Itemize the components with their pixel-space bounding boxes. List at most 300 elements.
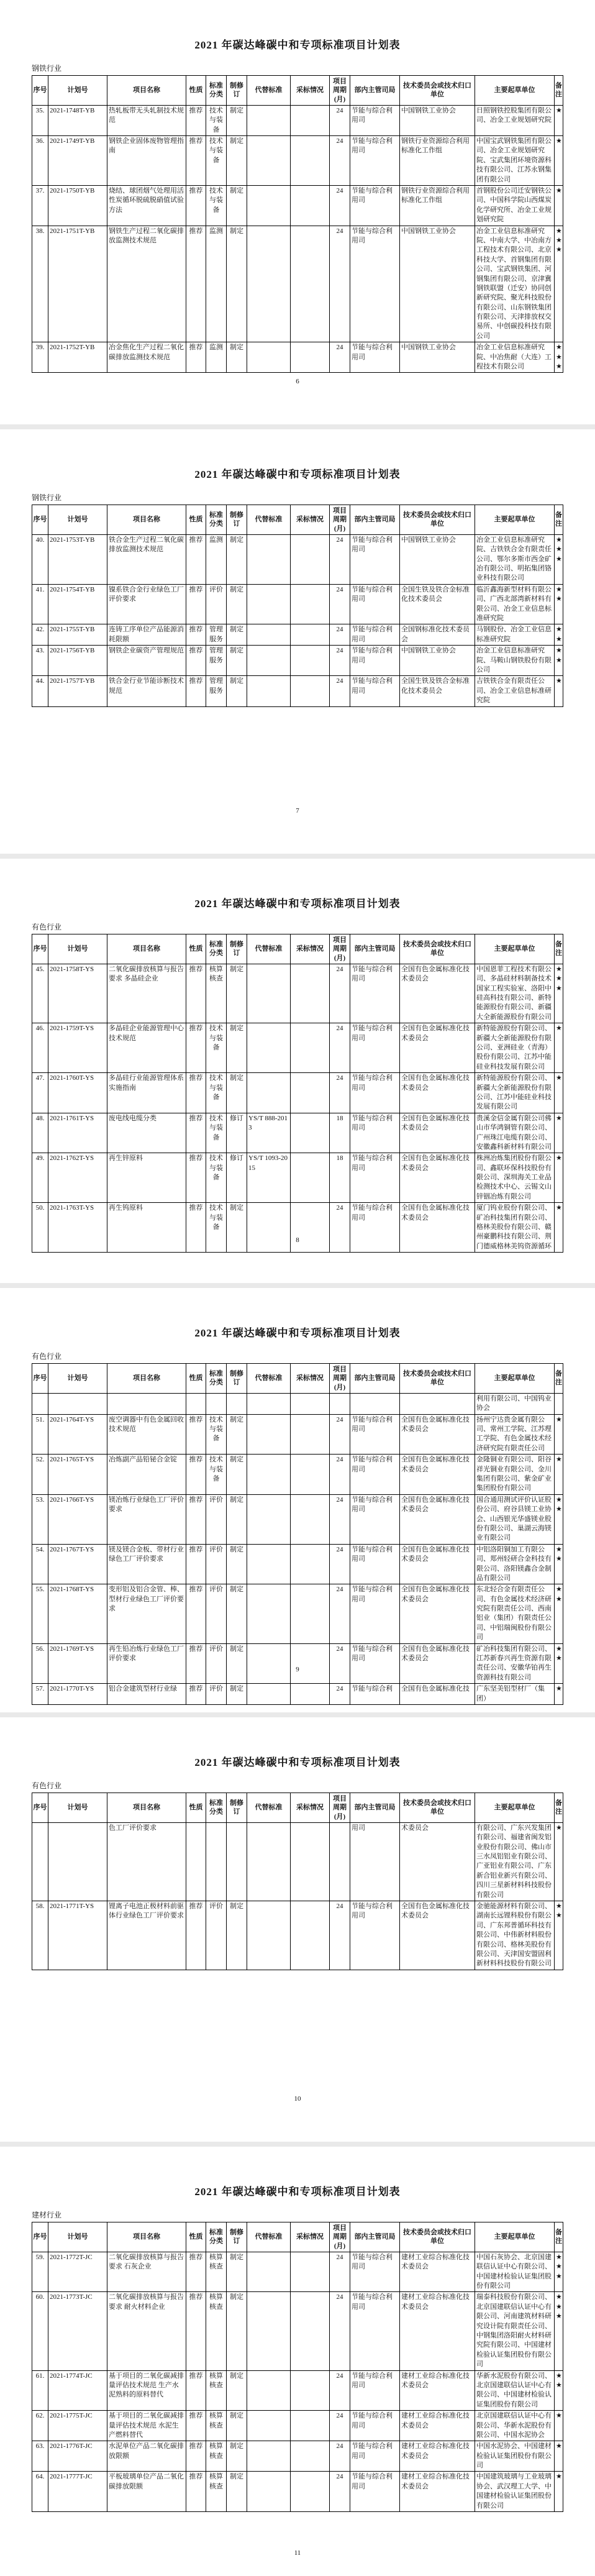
cell-remark: ★★ (555, 624, 563, 646)
cell-nature: 推荐 (186, 1494, 206, 1544)
cell-plan: 2021-1762T-YS (48, 1153, 107, 1203)
cell-committee: 全国有色金属标准化技术委员会 (400, 964, 475, 1023)
cell-cycle: 24 (330, 1203, 350, 1253)
cell-cycle: 24 (330, 1494, 350, 1544)
cell-drafters: 国合通用测试评价认证股份公司、府谷县镁工业协会、山西银光华盛镁业股份有限公司、巢湖云海镁业有限公司 (475, 1494, 555, 1544)
cell-plan: 2021-1765T-YS (48, 1455, 107, 1495)
column-header: 制修订 (227, 76, 247, 106)
cell-plan: 2021-1754T-YB (48, 584, 107, 624)
cell-plan: 2021-1758T-YS (48, 964, 107, 1023)
cell-plan: 2021-1759T-YS (48, 1023, 107, 1073)
document-page (0, 1717, 595, 2142)
cell-name: 镁冶炼行业绿色工厂评价要求 (107, 1494, 186, 1544)
cell-replace (247, 1544, 291, 1584)
cell-cls: 评价 (206, 1643, 227, 1684)
cell-nature: 推荐 (186, 1684, 206, 1705)
cell-adopt (291, 186, 330, 226)
cell-no: 61. (32, 2370, 48, 2411)
table-row (32, 1073, 563, 1113)
cell-name: 冶炼副产品铅铋合金锭 (107, 1455, 186, 1495)
cell-drafters: 中国水泥协会、中国建材检验认证集团股份有限公司 (475, 2441, 555, 2472)
table-row (32, 105, 563, 135)
cell-plan: 2021-1755T-YB (48, 624, 107, 646)
cell-cls (206, 1393, 227, 1414)
cell-dept: 节能与综合利用司 (350, 676, 400, 706)
cell-cls: 技术与装备 (206, 136, 227, 186)
cell-committee: 全国有色金属标准化技术委员会 (400, 1153, 475, 1203)
cell-replace (247, 1684, 291, 1705)
cell-name: 铝合金建筑型材行业绿 (107, 1684, 186, 1705)
table-row (32, 2292, 563, 2370)
table-row (32, 624, 563, 646)
cell-name: 再生铅冶炼行业绿色工厂评价要求 (107, 1643, 186, 1684)
cell-type: 制定 (227, 342, 247, 373)
cell-plan: 2021-1773T-JC (48, 2292, 107, 2370)
cell-name: 热轧板带无头轧制技术规范 (107, 105, 186, 135)
industry-category-label: 建材行业 (32, 2211, 62, 2219)
page-title: 2021 年碳达峰碳中和专项标准项目计划表 (194, 1327, 401, 1339)
cell-cls: 技术与装备 (206, 105, 227, 135)
cell-remark: ★★★ (555, 2292, 563, 2370)
cell-remark: ★ (555, 1203, 563, 1253)
cell-plan: 2021-1776T-JC (48, 2441, 107, 2472)
cell-type: 制定 (227, 1203, 247, 1253)
cell-type: 制定 (227, 1684, 247, 1705)
cell-drafters: 中国宝武钢铁集团有限公司、冶金工业规划研究院、宝武集团环境资源科技有限公司、江苏永钢集团有限公司 (475, 136, 555, 186)
cell-remark: ★ (555, 1684, 563, 1705)
cell-nature: 推荐 (186, 2441, 206, 2472)
table-row (32, 1023, 563, 1073)
cell-no: 57. (32, 1684, 48, 1705)
cell-type: 制定 (227, 226, 247, 342)
cell-plan: 2021-1753T-YB (48, 534, 107, 584)
cell-cycle: 18 (330, 1153, 350, 1203)
cell-nature (186, 1393, 206, 1414)
cell-no: 36. (32, 136, 48, 186)
cell-drafters: 冶金工业信息标准研究院、中南大学、中冶南方工程技术有限公司、北京科技大学、首钢集团有限公司、宝武钢铁集团、河钢集团有限公司、京津冀钢铁联盟（迁安）协同创新研究院、聚光科技股份有限公司、山东钢铁集团有限公司、天津排放权交易所、中创碳投科技有限公司 (475, 226, 555, 342)
cell-committee: 全国有色金属标准化技术委员会 (400, 1544, 475, 1584)
cell-drafters: 矿冶科技集团有限公司、江苏新春兴再生资源有限责任公司、安徽华铂再生资源科技有限公司 (475, 1643, 555, 1684)
cell-cls: 评价 (206, 1584, 227, 1643)
cell-drafters: 首钢股份公司迁安钢铁公司、中国科学院山西煤炭化学研究所、冶金工业规划研究院 (475, 186, 555, 226)
column-header: 计划号 (48, 1364, 107, 1394)
column-header: 序号 (32, 76, 48, 106)
table-row (32, 1684, 563, 1705)
cell-replace: YS/T 888-2013 (247, 1113, 291, 1153)
table-body (32, 105, 563, 373)
cell-replace (247, 584, 291, 624)
column-header: 代替标准 (247, 934, 291, 964)
cell-adopt (291, 584, 330, 624)
column-header: 项目周期(月) (330, 1793, 350, 1823)
cell-dept: 节能与综合利用司 (350, 2370, 400, 2411)
cell-cycle: 24 (330, 1901, 350, 1970)
cell-remark: ★ (555, 1113, 563, 1153)
table-body (32, 1393, 563, 1704)
cell-replace (247, 534, 291, 584)
cell-cycle: 24 (330, 584, 350, 624)
cell-plan: 2021-1756T-YB (48, 646, 107, 676)
cell-replace (247, 646, 291, 676)
cell-committee: 全国有色金属标准化技术委员会 (400, 1455, 475, 1495)
cell-name: 废空调器中有色金属回收技术规范 (107, 1414, 186, 1455)
cell-type: 制定 (227, 105, 247, 135)
document-page (0, 1288, 595, 1712)
column-header: 性质 (186, 934, 206, 964)
table-header-row (32, 934, 563, 964)
cell-adopt (291, 2370, 330, 2411)
cell-type (227, 1393, 247, 1414)
cell-cycle: 24 (330, 1544, 350, 1584)
cell-nature: 推荐 (186, 1455, 206, 1495)
cell-cycle: 24 (330, 105, 350, 135)
cell-nature: 推荐 (186, 1414, 206, 1455)
cell-type: 制定 (227, 2292, 247, 2370)
cell-adopt (291, 1822, 330, 1901)
cell-plan: 2021-1749T-YB (48, 136, 107, 186)
cell-cycle: 24 (330, 1455, 350, 1495)
cell-committee: 建材工业综合标准化技术委员会 (400, 2411, 475, 2441)
document-page (0, 0, 595, 424)
cell-type: 制定 (227, 676, 247, 706)
cell-no: 53. (32, 1494, 48, 1544)
column-header: 项目名称 (107, 1364, 186, 1394)
cell-no: 37. (32, 186, 48, 226)
column-header: 备注 (555, 1793, 563, 1823)
cell-no: 44. (32, 676, 48, 706)
cell-cycle: 24 (330, 1414, 350, 1455)
cell-committee: 全国生铁及铁合金标准化技术委员会 (400, 584, 475, 624)
cell-drafters: 扬州宁达贵金属有限公司、常州工学院、江苏理工学院、有色金属技术经济研究院有限责任公司 (475, 1414, 555, 1455)
cell-adopt (291, 1544, 330, 1584)
cell-dept: 节能与综合利用司 (350, 964, 400, 1023)
cell-type: 制定 (227, 1414, 247, 1455)
table-row (32, 2252, 563, 2292)
cell-no: 54. (32, 1544, 48, 1584)
page-title: 2021 年碳达峰碳中和专项标准项目计划表 (194, 898, 401, 910)
cell-adopt (291, 342, 330, 373)
column-header: 标准分类 (206, 505, 227, 535)
cell-type: 制定 (227, 186, 247, 226)
cell-type: 制定 (227, 2472, 247, 2512)
table-row (32, 1822, 563, 1901)
cell-name: 多晶硅行业能源管理体系实施指南 (107, 1073, 186, 1113)
standard-plan-table (32, 1793, 563, 1970)
cell-dept: 节能与综合利用司 (350, 136, 400, 186)
column-header: 制修订 (227, 2222, 247, 2252)
cell-type: 制定 (227, 136, 247, 186)
column-header: 采标情况 (291, 76, 330, 106)
column-header: 部内主管司局 (350, 505, 400, 535)
cell-remark: ★★ (555, 1901, 563, 1970)
cell-adopt (291, 1414, 330, 1455)
cell-remark: ★★ (555, 584, 563, 624)
column-header: 代替标准 (247, 76, 291, 106)
cell-nature: 推荐 (186, 1584, 206, 1643)
cell-committee: 中国钢铁工业协会 (400, 226, 475, 342)
cell-remark: ★ (555, 136, 563, 186)
cell-cls: 技术与装备 (206, 1414, 227, 1455)
cell-no: 50. (32, 1203, 48, 1253)
cell-remark: ★★★ (555, 342, 563, 373)
cell-replace (247, 2472, 291, 2512)
cell-nature: 推荐 (186, 964, 206, 1023)
cell-type: 制定 (227, 1901, 247, 1970)
cell-remark: ★ (555, 2472, 563, 2512)
column-header: 技术委员会或技术归口单位 (400, 76, 475, 106)
cell-nature: 推荐 (186, 136, 206, 186)
column-header: 部内主管司局 (350, 1793, 400, 1823)
cell-nature: 推荐 (186, 2252, 206, 2292)
cell-no: 48. (32, 1113, 48, 1153)
table-row (32, 2370, 563, 2411)
cell-type: 制定 (227, 1544, 247, 1584)
cell-nature: 推荐 (186, 2411, 206, 2441)
cell-committee: 中国钢铁工业协会 (400, 105, 475, 135)
column-header: 制修订 (227, 934, 247, 964)
cell-plan: 2021-1775T-JC (48, 2411, 107, 2441)
cell-drafters: 临沂鑫海新型材料有限公司、广西北部湾新材料有限公司、冶金工业信息标准研究院 (475, 584, 555, 624)
cell-nature (186, 1822, 206, 1901)
column-header: 序号 (32, 1793, 48, 1823)
column-header: 项目名称 (107, 1793, 186, 1823)
cell-name: 色工厂评价要求 (107, 1822, 186, 1901)
column-header: 技术委员会或技术归口单位 (400, 1364, 475, 1394)
column-header: 主要起草单位 (475, 2222, 555, 2252)
page-title: 2021 年碳达峰碳中和专项标准项目计划表 (194, 1756, 401, 1768)
cell-drafters: 中铝洛阳铜加工有限公司、郑州轻研合金科技有限公司、洛阳镁鑫合金制品有限公司 (475, 1544, 555, 1584)
cell-name: 二氧化碳排放核算与报告要求 多晶硅企业 (107, 964, 186, 1023)
cell-cls: 核算核查 (206, 2292, 227, 2370)
cell-remark: ★★★ (555, 964, 563, 1023)
cell-replace (247, 1584, 291, 1643)
table-row (32, 534, 563, 584)
cell-replace (247, 1822, 291, 1901)
cell-plan: 2021-1764T-YS (48, 1414, 107, 1455)
cell-adopt (291, 2472, 330, 2512)
cell-remark: ★ (555, 105, 563, 135)
table-row (32, 1455, 563, 1495)
cell-cycle: 24 (330, 2370, 350, 2411)
cell-remark: ★★★ (555, 2252, 563, 2292)
column-header: 部内主管司局 (350, 76, 400, 106)
cell-replace (247, 676, 291, 706)
industry-category-label: 有色行业 (32, 1352, 62, 1361)
cell-cls: 核算核查 (206, 2411, 227, 2441)
cell-cls: 评价 (206, 1494, 227, 1544)
column-header: 采标情况 (291, 2222, 330, 2252)
cell-committee: 全国有色金属标准化技 (400, 1684, 475, 1705)
cell-replace (247, 1073, 291, 1113)
table-row (32, 964, 563, 1023)
table-header-row (32, 1793, 563, 1823)
cell-cls: 核算核查 (206, 2472, 227, 2512)
cell-type: 制定 (227, 2441, 247, 2472)
table-row (32, 1584, 563, 1643)
cell-replace (247, 2252, 291, 2292)
column-header: 制修订 (227, 1793, 247, 1823)
column-header: 计划号 (48, 934, 107, 964)
cell-nature: 推荐 (186, 676, 206, 706)
cell-type: 制定 (227, 2370, 247, 2411)
table-row (32, 186, 563, 226)
document-page (0, 859, 595, 1283)
cell-cycle: 24 (330, 2472, 350, 2512)
cell-cycle: 24 (330, 2411, 350, 2441)
standard-plan-table (32, 75, 563, 373)
column-header: 备注 (555, 505, 563, 535)
cell-drafters: 中国建筑玻璃与工业玻璃协会、武汉理工大学、中国建材检验认证集团股份有限公司 (475, 2472, 555, 2512)
column-header: 备注 (555, 1364, 563, 1394)
cell-no: 62. (32, 2411, 48, 2441)
column-header: 项目名称 (107, 2222, 186, 2252)
table-row (32, 342, 563, 373)
standard-plan-table (32, 2222, 563, 2512)
cell-name: 水泥单位产品二氧化碳排放限额 (107, 2441, 186, 2472)
cell-no: 49. (32, 1153, 48, 1203)
cell-dept: 节能与综合利用司 (350, 1544, 400, 1584)
table-header-row (32, 76, 563, 106)
cell-cls: 评价 (206, 1684, 227, 1705)
cell-name: 变形铝及铝合金管、棒、型材行业绿色工厂评价要求 (107, 1584, 186, 1643)
table-row (32, 1113, 563, 1153)
column-header: 代替标准 (247, 505, 291, 535)
column-header: 采标情况 (291, 934, 330, 964)
column-header: 项目周期(月) (330, 76, 350, 106)
cell-remark: ★★ (555, 2370, 563, 2411)
industry-category-label: 钢铁行业 (32, 493, 62, 502)
cell-drafters: 新特能源股份有限公司、新疆大全新能源股份有限公司、亚洲硅业（青海）股份有限公司、江苏中能硅业科技发展有限公司 (475, 1023, 555, 1073)
cell-committee: 全国有色金属标准化技术委员会 (400, 1584, 475, 1643)
cell-cycle: 24 (330, 534, 350, 584)
cell-nature: 推荐 (186, 1023, 206, 1073)
cell-no: 38. (32, 226, 48, 342)
industry-category-label: 有色行业 (32, 923, 62, 931)
cell-cycle: 24 (330, 1684, 350, 1705)
cell-drafters: 冶金工业信息标准研究院、中冶焦耐（大连）工程技术有限公司 (475, 342, 555, 373)
cell-type: 制定 (227, 1643, 247, 1684)
cell-remark: ★★ (555, 1643, 563, 1684)
table-row (32, 646, 563, 676)
cell-no: 43. (32, 646, 48, 676)
cell-remark (555, 1393, 563, 1414)
cell-adopt (291, 2292, 330, 2370)
cell-plan: 2021-1763T-YS (48, 1203, 107, 1253)
cell-nature: 推荐 (186, 1113, 206, 1153)
column-header: 主要起草单位 (475, 505, 555, 535)
cell-no: 52. (32, 1455, 48, 1495)
cell-replace (247, 2441, 291, 2472)
table-row (32, 1393, 563, 1414)
page-title: 2021 年碳达峰碳中和专项标准项目计划表 (194, 468, 401, 480)
column-header: 性质 (186, 1364, 206, 1394)
cell-adopt (291, 1203, 330, 1253)
cell-cls: 管理服务 (206, 676, 227, 706)
column-header: 主要起草单位 (475, 76, 555, 106)
cell-type: 制定 (227, 534, 247, 584)
table-body (32, 964, 563, 1252)
cell-remark: ★★★ (555, 226, 563, 342)
page-number: 8 (296, 1236, 299, 1244)
cell-cycle (330, 1822, 350, 1901)
cell-no: 55. (32, 1584, 48, 1643)
cell-no: 60. (32, 2292, 48, 2370)
cell-plan (48, 1822, 107, 1901)
cell-dept: 节能与综合利用司 (350, 1414, 400, 1455)
cell-drafters: 金驰能源材料有限公司、湖南长远锂科股份有限公司、广东邦普循环科技有限公司、中伟新材料股份有限公司、格林美股份有限公司、天津国安盟固利新材料科技股份有限公司 (475, 1901, 555, 1970)
cell-nature: 推荐 (186, 105, 206, 135)
cell-committee: 全国生铁及铁合金标准化技术委员会 (400, 676, 475, 706)
cell-type: 制定 (227, 1494, 247, 1544)
cell-remark: ★★ (555, 1494, 563, 1544)
cell-dept: 节能与综合利用司 (350, 1113, 400, 1153)
cell-cls: 监测 (206, 534, 227, 584)
cell-name: 基于项目的二氧化碳减排量评估技术规范 生产水泥熟料的原料替代 (107, 2370, 186, 2411)
cell-plan: 2021-1767T-YS (48, 1544, 107, 1584)
cell-name: 多晶硅企业能源管理中心技术规范 (107, 1023, 186, 1073)
table-row (32, 1901, 563, 1970)
cell-nature: 推荐 (186, 1643, 206, 1684)
cell-cycle: 18 (330, 1113, 350, 1153)
cell-remark: ★ (555, 1153, 563, 1203)
cell-committee: 术委员会 (400, 1822, 475, 1901)
cell-no: 59. (32, 2252, 48, 2292)
cell-cls: 核算核查 (206, 2252, 227, 2292)
column-header: 代替标准 (247, 1793, 291, 1823)
table-row (32, 1414, 563, 1455)
cell-remark: ★ (555, 1455, 563, 1495)
cell-name: 钢铁企业碳资产管理规范 (107, 646, 186, 676)
cell-type (227, 1822, 247, 1901)
cell-cls: 监测 (206, 226, 227, 342)
cell-adopt (291, 1393, 330, 1414)
cell-dept: 节能与综合利用司 (350, 1494, 400, 1544)
cell-no: 35. (32, 105, 48, 135)
cell-nature: 推荐 (186, 534, 206, 584)
cell-replace (247, 2292, 291, 2370)
cell-plan: 2021-1752T-YB (48, 342, 107, 373)
cell-cycle: 24 (330, 646, 350, 676)
cell-no: 40. (32, 534, 48, 584)
page-number: 10 (294, 2095, 301, 2103)
column-header: 标准分类 (206, 1793, 227, 1823)
cell-name: 平板玻璃单位产品二氧化碳排放限额 (107, 2472, 186, 2512)
cell-no (32, 1822, 48, 1901)
cell-drafters: 北京国建联信认证中心有限公司、华新水泥股份有限公司、中国水泥协会 (475, 2411, 555, 2441)
cell-cls: 技术与装备 (206, 1073, 227, 1113)
cell-cycle: 24 (330, 1643, 350, 1684)
cell-nature: 推荐 (186, 226, 206, 342)
cell-replace (247, 964, 291, 1023)
cell-cls: 监测 (206, 342, 227, 373)
column-header: 项目周期(月) (330, 1364, 350, 1394)
table-header-row (32, 2222, 563, 2252)
cell-dept: 节能与综合利用司 (350, 105, 400, 135)
cell-name: 铁合金生产过程二氧化碳排放监测技术规范 (107, 534, 186, 584)
cell-committee: 建材工业综合标准化技术委员会 (400, 2370, 475, 2411)
column-header: 项目名称 (107, 934, 186, 964)
page-number: 7 (296, 807, 299, 815)
table-row (32, 1153, 563, 1203)
cell-name: 钢铁生产过程二氧化碳排放监测技术规范 (107, 226, 186, 342)
standard-plan-table (32, 505, 563, 707)
cell-remark: ★ (555, 676, 563, 706)
column-header: 项目周期(月) (330, 934, 350, 964)
cell-drafters: 广东坚美铝型材厂（集团） (475, 1684, 555, 1705)
cell-dept: 节能与综合利用司 (350, 1455, 400, 1495)
cell-plan: 2021-1769T-YS (48, 1643, 107, 1684)
cell-replace (247, 1414, 291, 1455)
